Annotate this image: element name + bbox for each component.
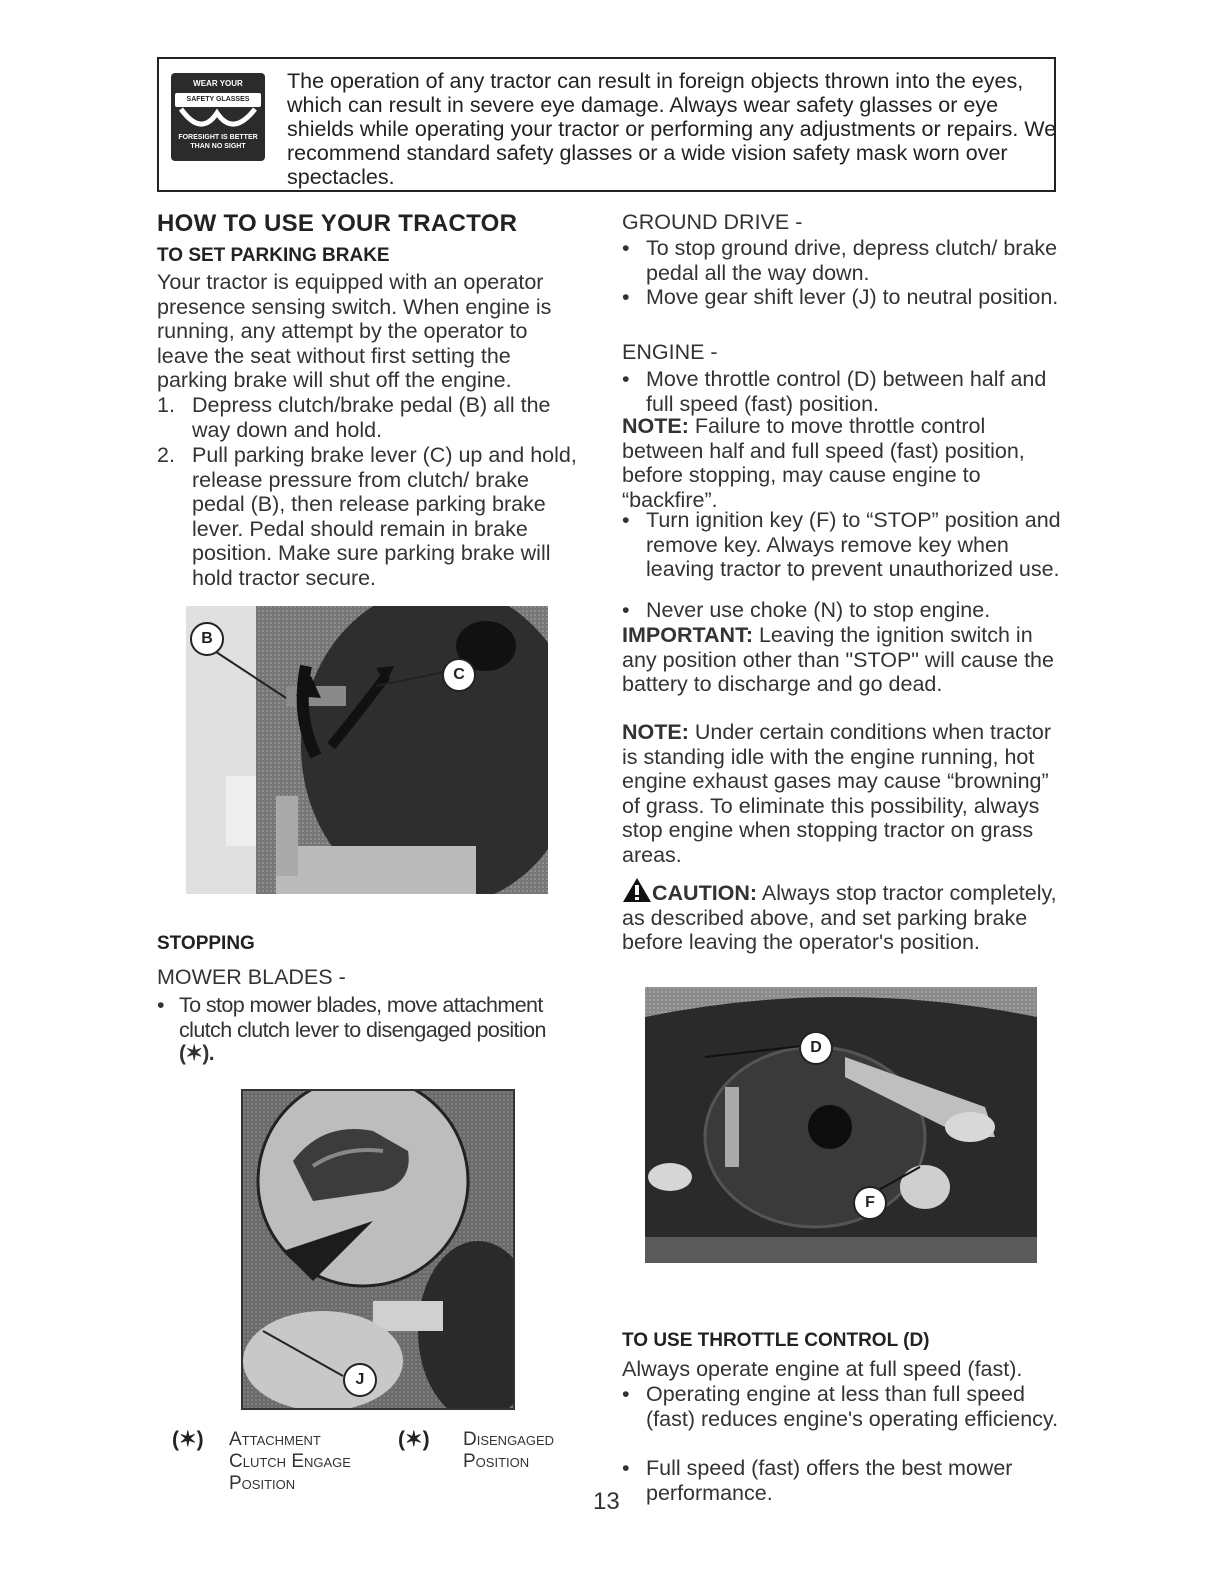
step-1-text: Depress clutch/brake pedal (B) all the way down and hold. (192, 393, 551, 442)
disengaged-position-label: Disengaged Position (463, 1429, 555, 1472)
page-number: 13 (593, 1488, 620, 1515)
throttle-bullet-1-text: Operating engine at less than full speed (fast) reduces engine's operating efficiency. (646, 1382, 1059, 1431)
safety-warning-text: The operation of any tractor can result in foreign objects thrown into the eyes, which can result in severe eye damage. Always wear safety glasses or eye shields while operating your tractor or performing any adjustments or repairs. We recommend standard safety glasses or a wide vision safety mask worn over spectacles. (287, 69, 1057, 189)
throttle-control-figure (645, 987, 1037, 1263)
bullet-marker: • (622, 236, 630, 260)
parking-brake-intro: Your tractor is equipped with an operator presence sensing switch. When engine is running, any attempt by the operator to leave the seat without first setting the parking brake will shut off the engine. (157, 270, 552, 392)
bullet-marker: • (622, 367, 630, 391)
note-1-label: NOTE: (622, 414, 689, 438)
engine-bullet-1 (622, 367, 1062, 416)
bullet-marker: • (622, 598, 630, 622)
engine-bullet-3-text: Never use choke (N) to stop engine. (646, 598, 991, 622)
bullet-marker: • (622, 508, 630, 532)
safety-icon-top-text: WEAR YOUR (193, 79, 243, 88)
mower-blades-bullet-text: To stop mower blades, move attachment clutch clutch lever to disengaged position (179, 993, 546, 1042)
callout-c: C (442, 658, 476, 692)
safety-warning-box (157, 57, 1056, 192)
step-1-number: 1. (157, 393, 175, 417)
engine-bullet-2 (622, 508, 1062, 582)
engine-subheading: ENGINE - (622, 340, 718, 364)
safety-glasses-icon (171, 73, 265, 161)
important-label: IMPORTANT: (622, 623, 753, 647)
callout-j: J (343, 1363, 377, 1397)
note-1-text: Failure to move throttle control between half and full speed (fast) position, before stopping, may cause engine to “backfire”. (622, 414, 1025, 512)
parking-brake-illustration (186, 606, 548, 894)
parking-brake-heading: TO SET PARKING BRAKE (157, 245, 390, 266)
note-2 (622, 720, 1062, 867)
mower-blades-bullet (157, 993, 577, 1067)
ground-bullet-2 (622, 285, 1062, 310)
bullet-marker: • (622, 1456, 630, 1480)
page-title: HOW TO USE YOUR TRACTOR (157, 210, 518, 237)
step-2 (157, 443, 577, 590)
callout-f: F (853, 1186, 887, 1220)
engine-bullet-3 (622, 598, 1062, 623)
safety-icon-bottom-text: FORESIGHT IS BETTER THAN NO SIGHT (178, 134, 258, 150)
step-2-number: 2. (157, 443, 175, 467)
caution-text: Always stop tractor completely, as described above, and set parking brake before leaving the operator's position. (622, 881, 1057, 954)
engine-bullet-2-text: Turn ignition key (F) to “STOP” position and remove key. Always remove key when leaving tractor to prevent unauthorized use. (646, 508, 1061, 581)
disengage-symbol-icon: (✶). (179, 1042, 215, 1065)
throttle-bullet-1 (622, 1382, 1062, 1431)
note-2-text: Under certain conditions when tractor is standing idle with the engine running, hot engine exhaust gases may cause “browning” of grass. To eliminate this possibility, always stop engine when stopping tractor on grass areas. (622, 720, 1051, 867)
throttle-heading: TO USE THROTTLE CONTROL (D) (622, 1330, 930, 1351)
bullet-marker: • (622, 285, 630, 309)
callout-d: D (799, 1031, 833, 1065)
parking-brake-figure (186, 606, 548, 894)
stopping-heading: STOPPING (157, 933, 255, 954)
clutch-lever-figure (241, 1089, 515, 1410)
important-note (622, 623, 1062, 697)
important-text: Leaving the ignition switch in any position other than "STOP" will cause the battery to discharge and go dead. (622, 623, 1054, 696)
engage-symbol-icon: (✶) (172, 1428, 204, 1451)
bullet-marker: • (622, 1382, 630, 1406)
note-1 (622, 414, 1062, 512)
step-2-text: Pull parking brake lever (C) up and hold, release pressure from clutch/ brake pedal (B), then release parking brake lever. Pedal should remain in brake position. Make sure parking brake will hold tractor secure. (192, 443, 577, 590)
warning-triangle-icon (622, 877, 652, 903)
engine-bullet-1-text: Move throttle control (D) between half and full speed (fast) position. (646, 367, 1047, 416)
engage-position-label: Attachment Clutch Engage Position (229, 1429, 351, 1494)
callout-b: B (190, 622, 224, 656)
throttle-bullet-2 (622, 1456, 1062, 1505)
clutch-lever-illustration (243, 1091, 513, 1408)
throttle-bullet-2-text: Full speed (fast) offers the best mower performance. (646, 1456, 1013, 1505)
throttle-illustration (645, 987, 1037, 1263)
bullet-marker: • (157, 993, 164, 1017)
caution-note (622, 877, 1062, 955)
safety-icon-mid-text: SAFETY GLASSES (175, 93, 261, 107)
ground-drive-subheading: GROUND DRIVE - (622, 210, 803, 234)
mower-blades-subheading: MOWER BLADES - (157, 965, 346, 989)
note-2-label: NOTE: (622, 720, 689, 744)
disengage-legend-symbol-icon: (✶) (398, 1428, 430, 1451)
ground-bullet-2-text: Move gear shift lever (J) to neutral position. (646, 285, 1059, 309)
caution-label: CAUTION: (652, 881, 758, 905)
throttle-intro: Always operate engine at full speed (fast). (622, 1357, 1023, 1381)
step-1 (157, 393, 577, 442)
ground-bullet-1 (622, 236, 1062, 285)
ground-bullet-1-text: To stop ground drive, depress clutch/ brake pedal all the way down. (646, 236, 1058, 285)
